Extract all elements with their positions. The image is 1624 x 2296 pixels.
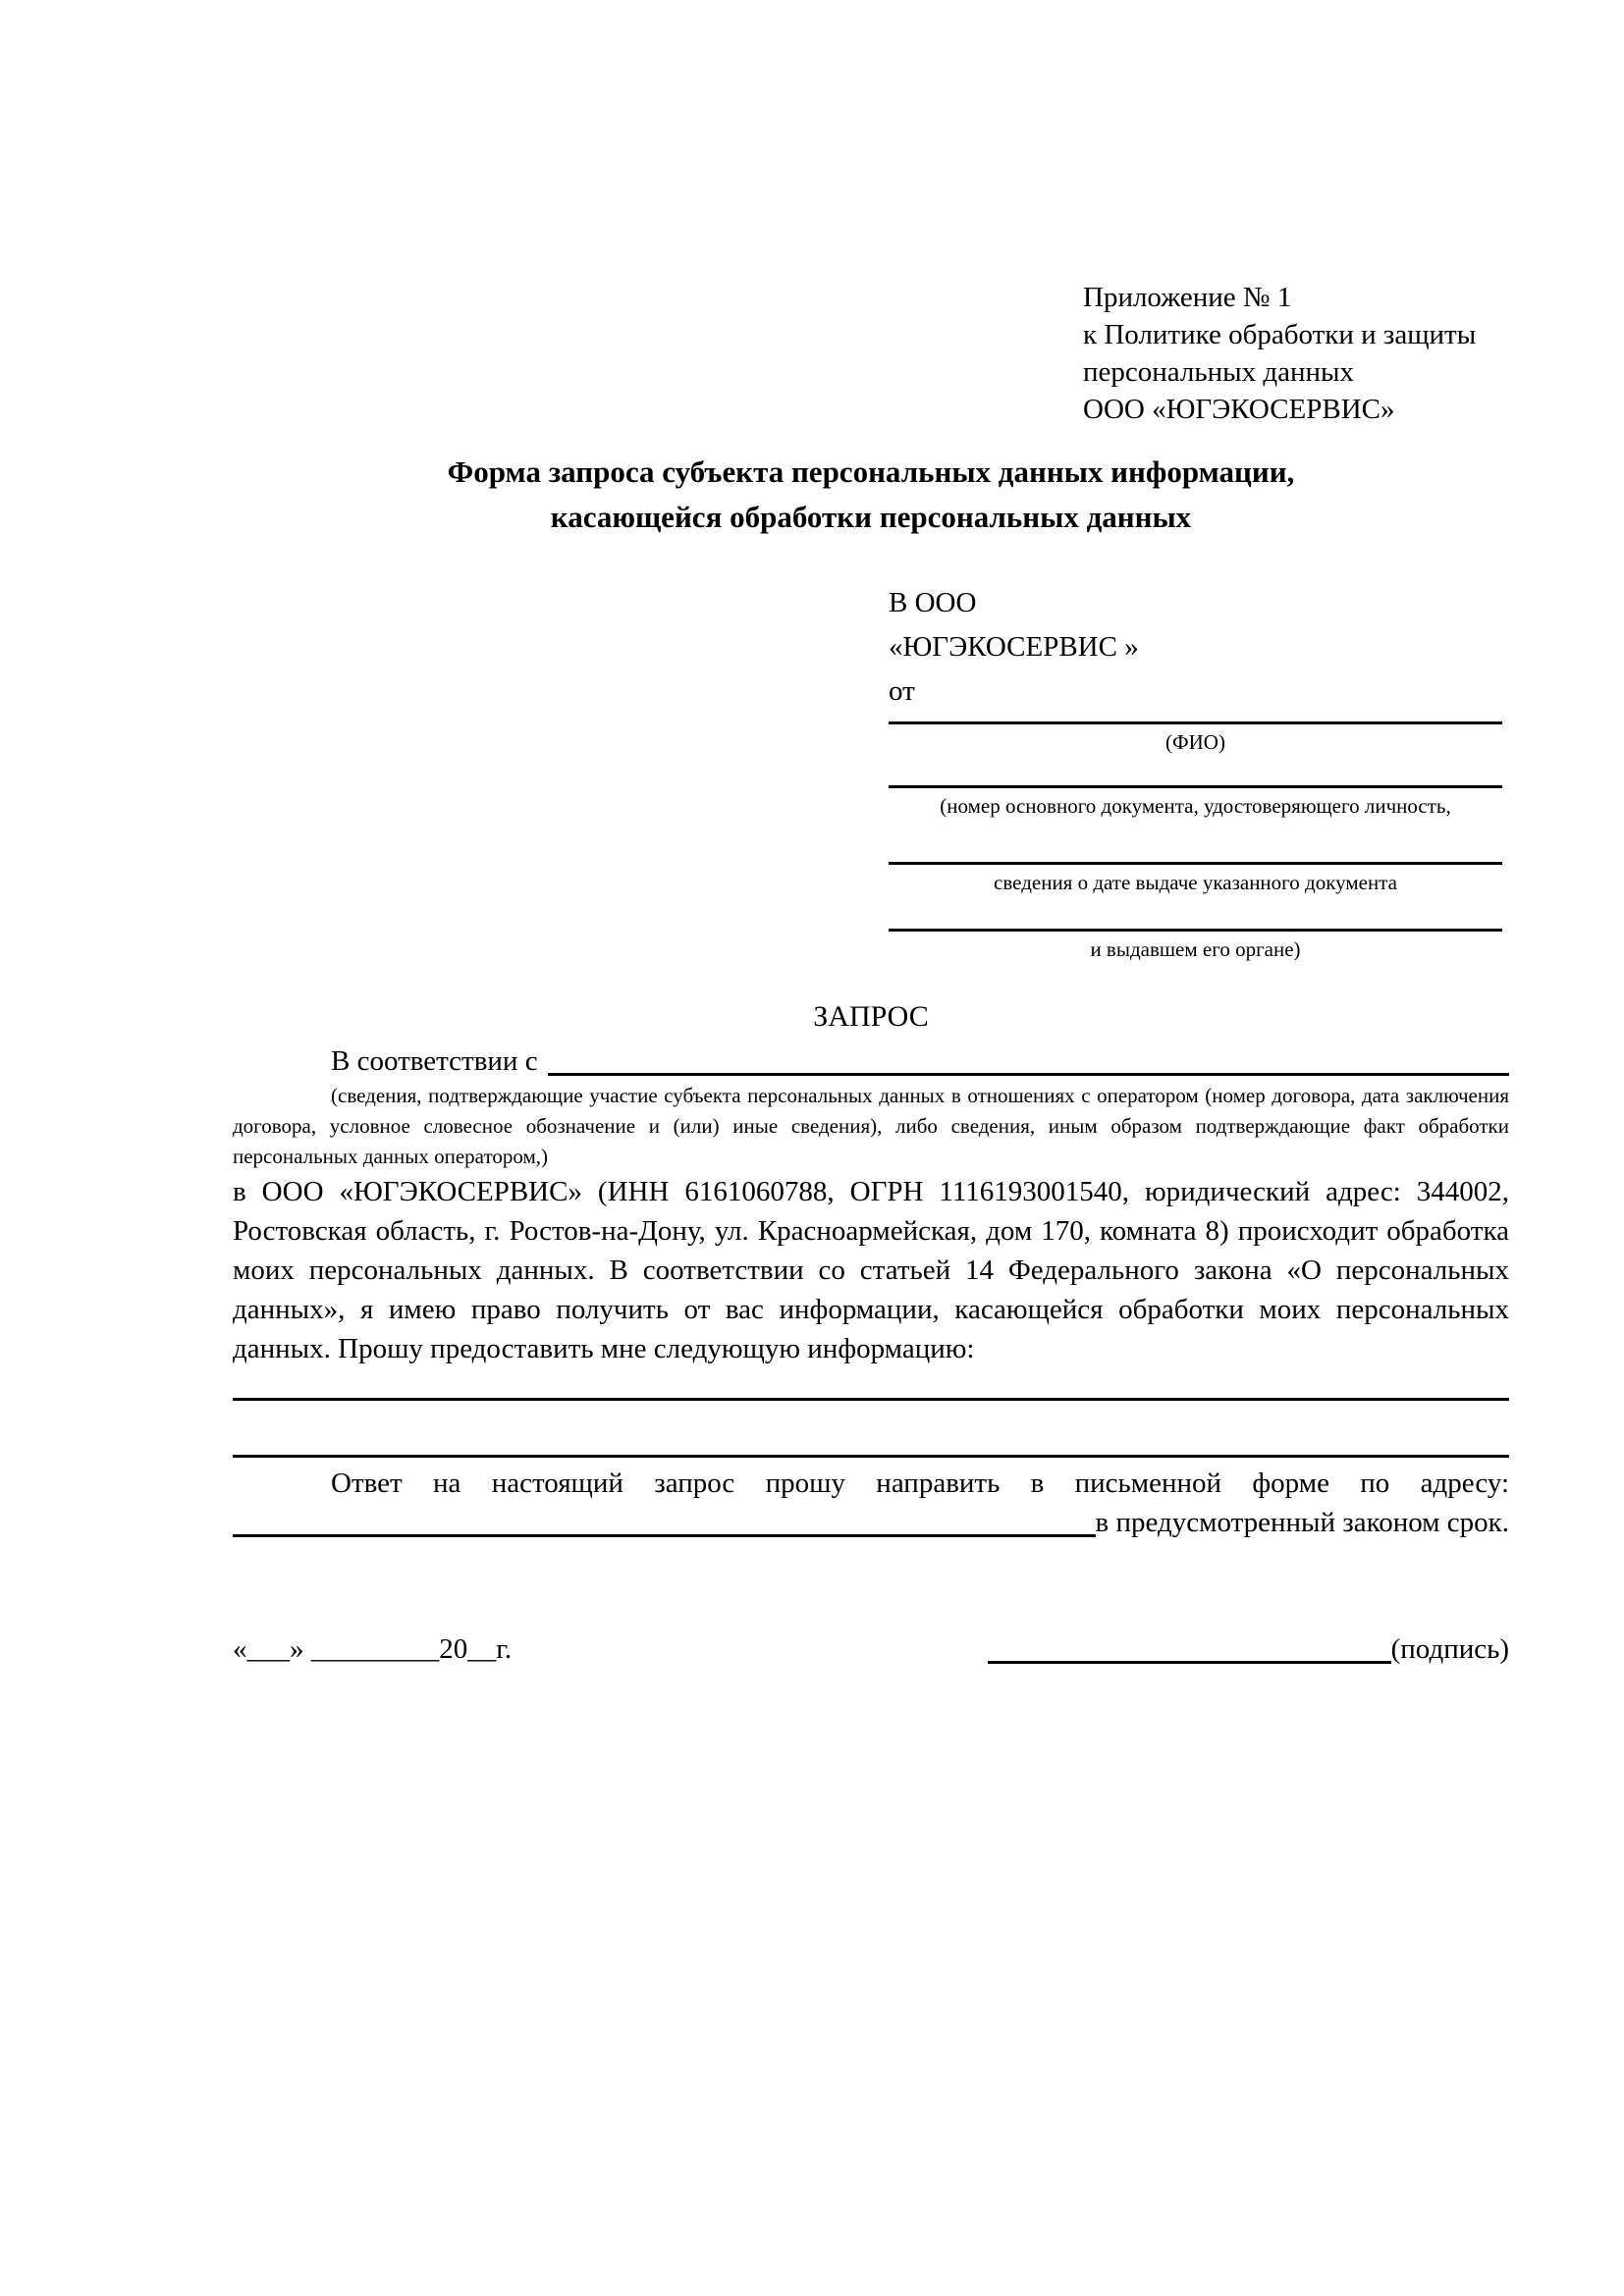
issuing-authority-field	[889, 929, 1502, 966]
document-number-blank-line	[889, 785, 1502, 788]
signature-row	[233, 1629, 1509, 1669]
appendix-header-line: к Политике обработки и защиты	[1083, 319, 1477, 350]
signature-caption: (подпись)	[1390, 1633, 1509, 1665]
appendix-header-line: Приложение № 1	[1083, 282, 1292, 313]
reply-address-row	[233, 1503, 1509, 1542]
request-section	[233, 996, 1509, 1542]
issue-date-field	[889, 862, 1502, 899]
information-blank-line-2	[233, 1455, 1509, 1458]
intro-label: В соответствии с	[331, 1045, 538, 1077]
appendix-header-line: ООО «ЮГЭКОСЕРВИС»	[1083, 394, 1395, 425]
request-intro-row	[233, 1041, 1509, 1081]
footnote-text: (сведения, подтверждающие участие субъекта персональных данных в отношениях с оператором (номер договора, дата заключения договора, условное словесное обозначение и (или) иные сведения), либо сведения, иным образом подтверждающие факт обработки персональных данных оператором,)	[233, 1084, 1509, 1168]
issue-date-blank-line	[889, 862, 1502, 865]
request-body-paragraph: в ООО «ЮГЭКОСЕРВИС» (ИНН 6161060788, ОГРН 1116193001540, юридический адрес: 344002, Ростовская область, г. Ростов-на-Дону, ул. Красноармейская, дом 170, комната 8) происходит обработка моих персональных данных. В соответствии со статьей 14 Федерального закона «О персональных данных», я имею право получить от вас информации, касающейся обработки моих персональных данных. Прошу предоставить мне следующую информацию:	[233, 1176, 1509, 1364]
recipient-org-name: «ЮГЭКОСЕРВИС »	[889, 631, 1139, 663]
reply-instruction: Ответ на настоящий запрос прошу направить в письменной форме по адресу:	[331, 1468, 1509, 1499]
issue-date-caption: сведения о дате выдаче указанного документа	[994, 871, 1397, 894]
issuing-authority-caption: и выдавшем его органе)	[1090, 937, 1301, 961]
reply-address-blank-line	[233, 1534, 1096, 1537]
request-heading: ЗАПРОС	[813, 1000, 929, 1033]
information-blank-line-1	[233, 1398, 1509, 1401]
intro-blank-line	[548, 1041, 1509, 1076]
appendix-header-line: персональных данных	[1083, 356, 1355, 388]
fio-blank-line	[889, 721, 1502, 724]
document-title-line: касающейся обработки персональных данных	[550, 500, 1192, 534]
recipient-block	[889, 581, 1502, 966]
recipient-org-line: В ООО	[889, 587, 977, 618]
document-number-caption: (номер основного документа, удостоверяющего личность,	[940, 794, 1451, 818]
appendix-header	[1083, 279, 1476, 428]
reply-deadline-text: в предусмотренный законом срок.	[1095, 1507, 1509, 1538]
signature-group	[988, 1629, 1509, 1669]
fio-field	[889, 721, 1502, 759]
recipient-from-label: от	[889, 675, 915, 707]
date-field: «___» _________20__г.	[233, 1633, 513, 1665]
signature-blank-line	[988, 1661, 1391, 1664]
fio-caption: (ФИО)	[1165, 730, 1225, 754]
document-title-line: Форма запроса субъекта персональных данных информации,	[447, 454, 1295, 489]
issuing-authority-blank-line	[889, 929, 1502, 932]
document-number-field	[889, 785, 1502, 823]
document-title	[233, 450, 1509, 540]
